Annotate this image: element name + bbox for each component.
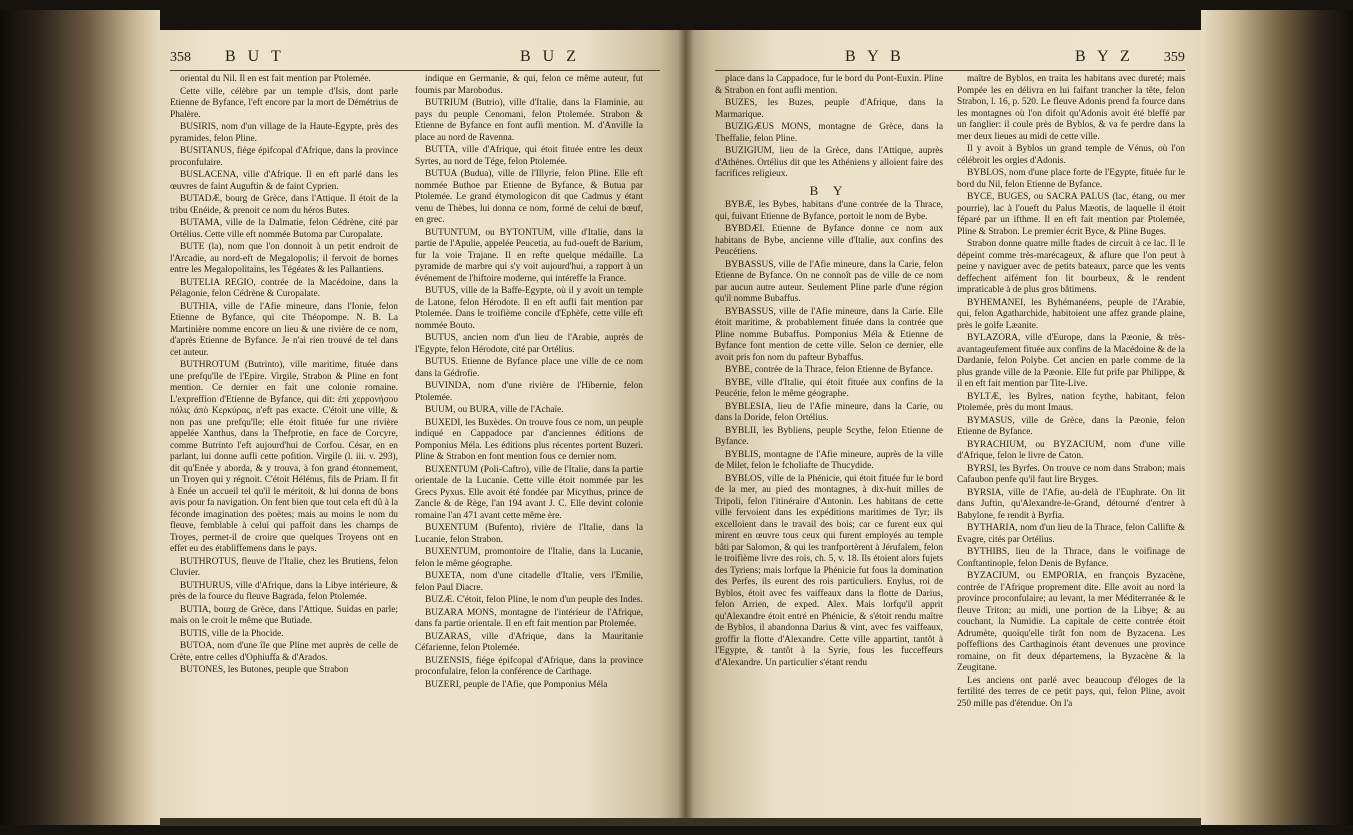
dictionary-entry: BUXETA, nom d'une citadelle d'Italie, vers l'Emilie, felon Paul Diacre. [415, 571, 643, 593]
left-page-edges [0, 10, 160, 825]
dictionary-entry: BYBLOS, ville de la Phénicie, qui étoit fituée fur le bord de la mer, au pied des montagnes, à dix-huit milles de Tripoli, felon l'itinéraire d'Antonin. Les habitans de cette ville fervoient dans les expéditions maritimes de Tyr; ils excelloient dans le travail des bois; car ce furent eux qui mirent en œuvre tous ceux qui furent employés au temple bâti par Salomon, & qui les tranfportèrent à Jérufalem, felon le troifième livre des rois, ch. 5, v. 18. Ils étoient alors fujets des Tyriens; mais lorfque la Phénicie fut fous la domination des Perfes, ils eurent des rois particuliers. Enylus, roi de Byblos, étoit avec fes vaiffeaux dans la flotte de Darius, felon Arrien, de exped. Alex. Mais lorfqu'il apprit qu'Alexandre étoit entré en Phénicie, & s'étoit rendu maître de Byblos, il abandonna Darius & vint, avec fes vaiffeaux, groffir la flotte d'Alexandre. Cette ville appartint, tantôt à l'Egypte, & tantôt à la Syrie, fous les fucceffeurs d'Alexandre. Un particulier s'étant rendu [715, 473, 943, 668]
dictionary-entry: BUTHIA, ville de l'Afie mineure, dans l'Ionie, felon Etienne de Byfance, qui cite Théopompe. N. B. La Martinière nomme encore un lieu & une rivière de ce nom, d'après Etienne de Byfance. Je n'ai rien trouvé de tel dans cet auteur. [170, 301, 398, 358]
right-page [685, 30, 1201, 820]
dictionary-entry: BUTADÆ, bourg de Grèce, dans l'Attique. Il étoit de la tribu Œnéide, & prenoit ce nom du héros Butes. [170, 194, 398, 216]
dictionary-entry: Il y avoit à Byblos un grand temple de Vénus, où l'on célébroit les orgies d'Adonis. [957, 144, 1185, 166]
dictionary-entry: BUTUA (Budua), ville de l'Illyrie, felon Pline. Elle eft nommée Buthoe par Etienne de Byfance, & Butua par Ptolemée. Le grand étymologicon dit que Cadmus y étant venu de Thèbes, lui donna ce nom, formé de celui de bœuf, en grec. [415, 169, 643, 225]
left-header-rule [170, 70, 660, 71]
dictionary-entry: place dans la Cappadoce, fur le bord du Pont-Euxin. Pline & Strabon en font aufli mention. [715, 74, 943, 96]
dictionary-entry: BYZACIUM, ou EMPORIA, en françois Byzacène, contrée de l'Afrique proprement dite. Elle avoit au nord la province proconfulaire; au levant, la mer Méditerranée & le fleuve Triton; au midi, une portion de la Libye; & au couchant, la Numidie. La capitale de cette contrée étoit Adrumète, quoiqu'elle tirât fon nom de Byzacena. Les poffeflions des Carthaginois étant devenues une province romaine, on fit deux départemens, la Byzacène & la Zeugitane. [957, 571, 1185, 673]
dictionary-entry: BYRSI, les Byrfes. On trouve ce nom dans Strabon; mais Cafaubon penfe qu'il faut lire Bryges. [957, 463, 1185, 485]
dictionary-entry: BYBLII, les Bybliens, peuple Scythe, felon Etienne de Byfance. [715, 425, 943, 447]
dictionary-entry: BUTIA, bourg de Grèce, dans l'Attique. Suidas en parle; mais on le croit le même que Butiade. [170, 604, 398, 626]
dictionary-entry: BYBE, contrée de la Thrace, felon Etienne de Byfance. [725, 365, 933, 375]
dictionary-entry: BYTHIBS, lieu de la Thrace, dans le voifinage de Conftantinople, felon Denis de Byfance. [957, 547, 1185, 569]
left-column-2 [415, 74, 643, 814]
dictionary-entry: BUTE (la), nom que l'on donnoit à un petit endroit de l'Arcadie, au nord-eft de Megalopolis; il fervoit de bornes entre les Megalopolitains, les Tégéates & les Pallantiens. [170, 242, 398, 275]
dictionary-entry: BYRACHIUM, ou BYZACIUM, nom d'une ville d'Afrique, felon le livre de Caton. [957, 439, 1185, 461]
dictionary-entry: BYBE, ville d'Italie, qui étoit fituée aux confins de la Peucétie, felon le même géographe. [715, 377, 943, 399]
right-column-1 [715, 74, 943, 814]
left-column-1 [170, 74, 398, 814]
left-page [160, 30, 685, 820]
dictionary-entry: BUSITANUS, fiége épifcopal d'Afrique, dans la province proconfulaire. [170, 146, 398, 168]
dictionary-entry: BUZERI, peuple de l'Afie, que Pomponius Méla [425, 679, 608, 690]
dictionary-entry: indique en Germanie, & qui, felon ce même auteur, fut foumis par Marobodus. [415, 74, 643, 96]
dictionary-entry: BYBDÆI. Etienne de Byfance donne ce nom aux habitans de Bybe, ancienne ville d'Italie, aux confins des Peucétiens. [715, 224, 943, 257]
dictionary-entry: BYTHARIA, nom d'un lieu de la Thrace, felon Callifte & Evagre, cités par Ortélius. [957, 523, 1185, 545]
right-column-2 [957, 74, 1185, 814]
dictionary-entry: BYMASUS, ville de Grèce, dans la Pæonie, felon Etienne de Byfance. [957, 415, 1185, 437]
right-page-number: 359 [1163, 50, 1185, 65]
dictionary-entry: BYBLOS, nom d'une place forte de l'Egypte, fituée fur le bord du Nil, felon Etienne de Byfance. [957, 168, 1185, 190]
left-running-head-b: B U Z [520, 48, 580, 65]
dictionary-entry: BYBLESIA, lieu de l'Afie mineure, dans la Carie, ou dans la Doride, felon Ortélius. [715, 401, 943, 423]
dictionary-entry: Strabon donne quatre mille ftades de circuit à ce lac. Il le dépeint comme très-marécageux, & aflure que l'on peut à peine y naviguer avec de petits bateaux, parce que les vents deffechent aifément fon lit bourbeux, & le rendent impraticable à de plus gros bâtimens. [957, 239, 1185, 295]
right-running-head-b: B Y Z [1075, 48, 1134, 65]
dictionary-entry: BUXENTUM (Bufento), rivière de l'Italie, dans la Lucanie, felon Strabon. [415, 523, 643, 545]
dictionary-entry: BUTRIUM (Butrio), ville d'Italie, dans la Flaminie, au pays du peuple Cenomani, felon Ptolemée. Strabon & Etienne de Byfance en font aufli mention. M. d'Anville la place au nord de Ravenna. [415, 98, 643, 143]
dictionary-entry: BUZARA MONS, montagne de l'intérieur de l'Afrique, dans fa partie orientale. Il en eft fait mention par Ptolemée. [415, 607, 643, 629]
dictionary-entry: BYLTÆ, les Bylres, nation fcythe, habitant, felon Ptolemée, près du mont Imaus. [957, 391, 1185, 413]
dictionary-entry: Les anciens ont parlé avec beaucoup d'éloges de la fertilité des terres de ce petit pays, qui, felon Pline, avoit 250 mille pas d'étendue. On l'a [957, 675, 1185, 709]
dictionary-entry: BYHEMANEI, les Byhémanéens, peuple de l'Arabie, qui, felon Agatharchide, habitoient une affez grande plaine, près le golfe Læanite. [957, 297, 1185, 331]
dictionary-entry: BUZARAS, ville d'Afrique, dans la Mauritanie Céfarienne, felon Ptolemée. [415, 631, 643, 653]
dictionary-entry: BUXENTUM (Poli-Caftro), ville de l'Italie, dans la partie orientale de la Lucanie. Cette ville étoit nommée par les Grecs Pyxus. Elle avoit été fondée par Micythus, prince de Zancle & de Rège, l'an 194 avant J. C. Elle devint colonie romaine l'an 471 avant cette même ère. [415, 464, 643, 521]
left-page-header-left [170, 48, 285, 66]
page-bottom-shadow [160, 818, 1201, 826]
dictionary-entry: BUUM, ou BURA, ville de l'Achaïe. [425, 405, 564, 415]
left-page-number: 358 [170, 50, 191, 65]
book-gutter [678, 30, 694, 820]
dictionary-entry: BYRSIA, ville de l'Afie, au-delà de l'Euphrate. On lit dans Juftin, qu'Alexandre-le-Grand, détourné d'entrer à Babylone, fe rendit à Byrfia. [957, 487, 1185, 521]
left-running-head-a: B U T [225, 48, 285, 65]
dictionary-entry: maître de Byblos, en traita les habitans avec dureté; mais Pompée les en délivra en lui faifant trancher la tête, felon Strabon, l. 16, p. 520. Le fleuve Adonis prend fa fource dans les montagnes où l'on difoit qu'Adonis avoit été bleffé par un fanglier: il coule près de Byblos, & va fe perdre dans la mer deux lieues au midi de cette ville. [957, 74, 1185, 142]
dictionary-entry: BUTHURUS, ville d'Afrique, dans la Libye intérieure, & près de la fource du fleuve Bagrada, felon Ptolemée. [170, 580, 398, 602]
dictionary-entry: oriental du Nil. Il en est fait mention par Ptolemée. [180, 74, 371, 84]
dictionary-entry: BUXENTUM, promontoire de l'Italie, dans la Lucanie, felon le même géographe. [415, 547, 643, 569]
dictionary-entry: BUTUS, ancien nom d'un lieu de l'Arabie, auprès de l'Egypte, felon Hérodote, cité par Ortélius. [415, 333, 643, 355]
dictionary-entry: BYCE, BUGES, ou SACRA PALUS (lac, étang, ou mer pourrie), lac à l'oueft du Palus Mæotis, de laquelle il étoit féparé par un ifthme. Il en eft fait mention par Ptolemée, Pline & Strabon. Le premier écrit Byce, & Pline Buges. [957, 192, 1185, 237]
dictionary-entry: BUZES, les Buzes, peuple d'Afrique, dans la Marmarique. [715, 98, 943, 120]
dictionary-entry: BUVINDA, nom d'une rivière de l'Hibernie, felon Ptolemée. [415, 381, 643, 403]
dictionary-entry: BUTHROTUM (Butrinto), ville maritime, fituée dans une prefqu'île de l'Epire. Virgile, Strabon & Pline en font mention. Ce dernier en fait une colonie romaine. L'expreffion d'Etienne de Byfance, qui dit: ἐπὶ χερρονήσου πόλις ἀπὸ Κερκύρας, n'eft pas exacte. C'étoit une ville, & non pas une prefqu'île; elle étoit fituée fur une rivière appelée Xanthus, dans la Thefprotie, en face de Corcyre, comme Butrinto l'eft aujourd'hui de Corfou. César, en en parlant, lui donne aufli cette pofition. Virgile (l. iii. v. 293), dit qu'Enée y aborda, & y trouva, à fon grand étonnement, un Troyen qui y régnoit. C'étoit Hélénus, fils de Priam. Il fit à Enée un accueil tel qu'il le méritoit, & lui donna de bons avis pour fa navigation. On fent bien que tout cela eft dû à la féconde imagination des poëtes; mais au moins le nom du fleuve, femblable à celui qui paffoit dans les champs de Troyes, permet-il de croire que quelques Troyens ont en effet eu des établiffemens dans le pays. [170, 360, 398, 554]
dictionary-entry: BUTIS, ville de la Phocide. [180, 628, 284, 639]
dictionary-entry: BUTOA, nom d'une île que Pline met auprès de celle de Crète, entre celles d'Ophiuffa & d'Arados. [170, 641, 398, 663]
dictionary-entry: BYBLIS, montagne de l'Afie mineure, auprès de la ville de Milet, felon le fcholiafte de Thucydide. [715, 449, 943, 471]
dictionary-entry: BUTELIA REGIO, contrée de la Macédoine, dans la Pélagonie, felon Cédrène & Curopalate. [170, 277, 398, 299]
dictionary-entry: B Y [809, 182, 849, 198]
dictionary-entry: BUTTA, ville d'Afrique, qui étoit fituée entre les deux Syrtes, au nord de Tége, felon Ptolemée. [415, 145, 643, 167]
dictionary-entry: BUTAMA, ville de la Dalmatie, felon Cédrène, cité par Ortélius. Cette ville eft nommée Butoma par Curopalate. [170, 218, 398, 240]
dictionary-entry: BUZÆ. C'étoit, felon Pline, le nom d'un peuple des Indes. [425, 595, 643, 605]
dictionary-entry: BUTHROTUS, fleuve de l'Italie, chez les Brutiens, felon Cluvier. [170, 556, 398, 578]
dictionary-entry: Cette ville, célèbre par un temple d'Isis, dont parle Etienne de Byfance, l'eft encore par la mort de Démétrius de Phalère. [170, 86, 398, 120]
dictionary-entry: BUZENSIS, fiége épifcopal d'Afrique, dans la province proconfulaire, felon la conférence de Carthage. [415, 655, 643, 677]
dictionary-entry: BYBÆ, les Bybes, habitans d'une contrée de la Thrace, qui, fuivant Etienne de Byfance, portoit le nom de Bybe. [715, 200, 943, 222]
dictionary-entry: BUTUS, ville de la Baffe-Egypte, où il y avoit un temple de Latone, felon Hérodote. Il en eft aufli fait mention par Ptolemée. Dans le troifième concile d'Ephèfe, cette ville eft nommée Bouto. [415, 286, 643, 331]
dictionary-entry: BUTONES, les Butones, peuple que Strabon [180, 665, 349, 675]
right-page-header-right [1075, 48, 1185, 66]
dictionary-entry: BUZIGÆUS MONS, montagne de Grèce, dans la Theffalie, felon Pline. [715, 122, 943, 144]
dictionary-entry: BUZIGIUM, lieu de la Grèce, dans l'Attique, auprès d'Athènes. Ortélius dit que les Athéniens y alloient faire des facrifices religieux. [715, 146, 943, 179]
dictionary-entry: BUTUNTUM, ou BYTONTUM, ville d'Italie, dans la partie de l'Apulie, appelée Peucetia, au fud-oueft de Barium, fur la voie Trajane. Il en refte quelque médaille. La pyramide de marbre qui s'y voit aujourd'hui, a rapport à un événement de l'hiftoire moderne, qui intéreffe la France. [415, 227, 643, 284]
dictionary-entry: BUTUS. Etienne de Byfance place une ville de ce nom dans la Gédrofie. [415, 357, 643, 379]
dictionary-entry: BUSIRIS, nom d'un village de la Haute-Egypte, près des pyramides, felon Pline. [170, 122, 398, 144]
dictionary-entry: BYBASSUS, ville de l'Afie mineure, dans la Carie. Elle étoit maritime, & probablement fituée dans la contrée que Pline nomme Bubaffus. Pomponius Méla & Etienne de Byfance font mention de cette ville. Selon ce dernier, elle avoit pris fon nom du pafteur Bybaffus. [715, 306, 943, 363]
dictionary-entry: BUSLACENA, ville d'Afrique. Il en eft parlé dans les œuvres de faint Auguftin & de faint Cyprien. [170, 170, 398, 192]
dictionary-entry: BYLAZORA, ville d'Europe, dans la Pæonie, & très-avantageufement fituée aux confins de la Macédoine & de la Dardanie, felon Polybe. Cet ancien en parle comme de la plus grande ville de la Pæonie. Elle fut prife par Philippe, & il en eft fait mention par Tite-Live. [957, 333, 1185, 389]
right-header-rule [715, 70, 1185, 71]
dictionary-entry: BUXEDI, les Buxèdes. On trouve fous ce nom, un peuple indiqué en Cappadoce par d'anciennes éditions de Pomponius Méla. Les éditions plus récentes portent Buzeri. Pline & Strabon en font mention fous ce dernier nom. [415, 417, 643, 462]
right-page-edges [1201, 10, 1353, 825]
right-running-head-a: B Y B [845, 48, 905, 65]
dictionary-entry: BYBASSUS, ville de l'Afie mineure, dans la Carie, felon Etienne de Byfance. On ne connoît pas de ville de ce nom par aucun autre auteur. Seulement Pline parle d'une région qu'il nomme Bubaffus. [715, 259, 943, 304]
